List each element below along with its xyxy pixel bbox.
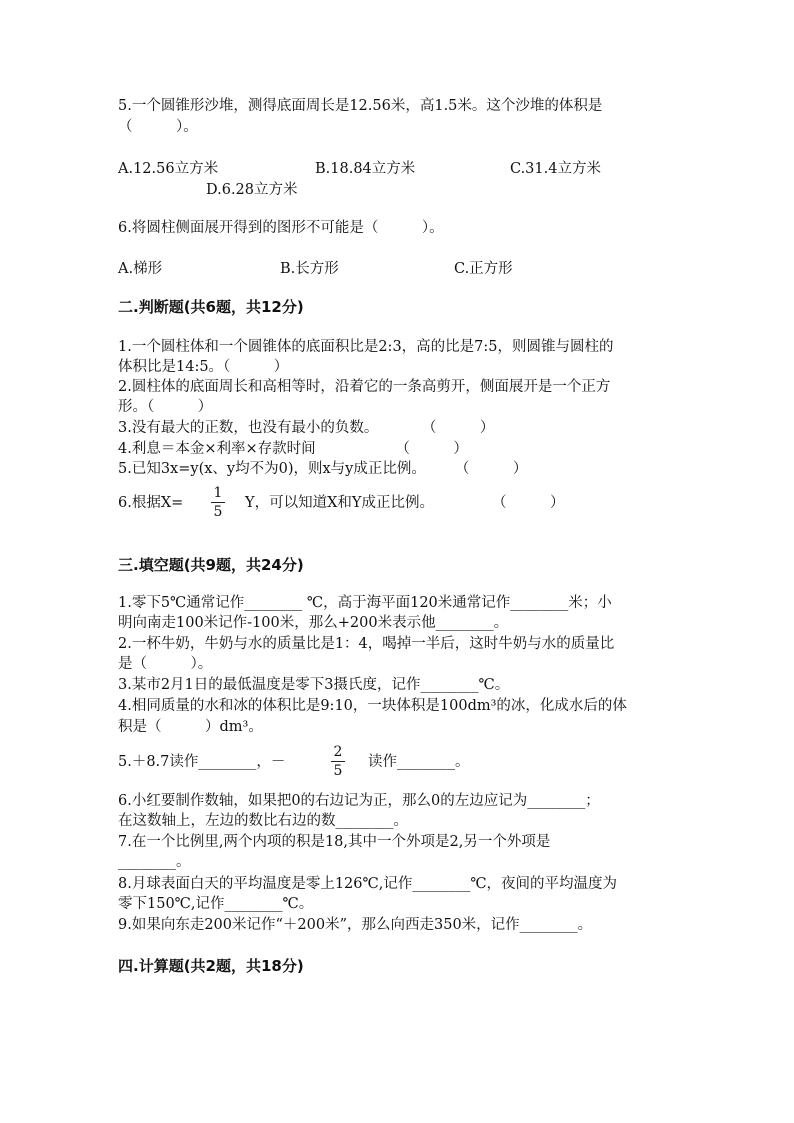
s3-line: 积是（ ）dm³。	[118, 719, 263, 735]
s3-line: 7.在一个比例里,两个内项的积是18,其中一个外项是2,另一个外项是	[118, 834, 551, 850]
s3-item5-prefix: 5.＋8.7读作________，－	[118, 754, 286, 770]
q5-option-a: A.12.56立方米	[118, 161, 219, 177]
s2-line: 5.已知3x=y(x、y均不为0)，则x与y成正比例。 （ ）	[118, 461, 528, 477]
q5-option-b: B.18.84立方米	[315, 161, 416, 177]
fraction-bar	[211, 502, 225, 503]
s3-line: 2.一杯牛奶，牛奶与水的质量比是1：4，喝掉一半后，这时牛奶与水的质量比	[118, 636, 615, 652]
s2-line: 2.圆柱体的底面周长和高相等时，沿着它的一条高剪开，侧面展开是一个正方	[118, 379, 611, 395]
s2-item6-prefix: 6.根据X=	[118, 495, 184, 511]
s3-line: 1.零下5℃通常记作________ ℃，高于海平面120米通常记作________米；小	[118, 595, 612, 611]
q5-text-line1: 5.一个圆锥形沙堆，测得底面周长是12.56米，高1.5米。这个沙堆的体积是	[118, 98, 603, 114]
fraction-numerator: 2	[333, 744, 343, 760]
fraction-denominator: 5	[333, 763, 343, 779]
s2-item6-fraction	[211, 485, 225, 520]
s3-line: 零下150℃,记作________℃。	[118, 896, 314, 912]
q5-option-d: D.6.28立方米	[206, 182, 298, 198]
s2-item6-suffix: Y，可以知道X和Y成正比例。 （ ）	[245, 495, 565, 511]
s2-line: 4.利息＝本金×利率×存款时间 （ ）	[118, 441, 468, 457]
s3-item5-suffix: 读作________。	[368, 754, 470, 770]
s3-line: ________。	[118, 854, 191, 870]
s3-item5-fraction	[331, 744, 345, 779]
s3-line: 在这数轴上，左边的数比右边的数________。	[118, 813, 408, 829]
q6-option-a: A.梯形	[118, 261, 163, 277]
s3-line: 6.小红要制作数轴，如果把0的右边记为正，那么0的左边应记为________；	[118, 793, 600, 809]
s3-line: 9.如果向东走200米记作“＋200米”，那么向西走350米，记作________。	[118, 917, 593, 933]
section3-heading: 三.填空题(共9题，共24分)	[118, 556, 304, 574]
s2-line: 形。（ ）	[118, 399, 213, 415]
q6-option-b: B.长方形	[280, 261, 339, 277]
q5-text-line2: （ ）。	[118, 119, 198, 135]
q6-option-c: C.正方形	[454, 261, 513, 277]
q5-option-c: C.31.4立方米	[510, 161, 601, 177]
fraction-bar	[331, 761, 345, 762]
s3-line: 3.某市2月1日的最低温度是零下3摄氏度，记作________℃。	[118, 677, 510, 693]
s2-line: 体积比是14:5。（ ）	[118, 359, 289, 375]
s3-line: 是（ ）。	[118, 656, 213, 672]
section4-heading: 四.计算题(共2题，共18分)	[118, 957, 304, 975]
s3-line: 明向南走100米记作-100米，那么+200米表示他________。	[118, 615, 509, 631]
s3-line: 8.月球表面白天的平均温度是零上126℃,记作________℃，夜间的平均温度为	[118, 876, 618, 892]
fraction-denominator: 5	[213, 504, 223, 520]
fraction-numerator: 1	[213, 485, 223, 501]
s3-line: 4.相同质量的水和冰的体积比是9:10，一块体积是100dm³的冰，化成水后的体	[118, 698, 627, 714]
q6-text: 6.将圆柱侧面展开得到的图形不可能是（ ）。	[118, 220, 444, 236]
section2-heading: 二.判断题(共6题，共12分)	[118, 298, 304, 316]
s2-line: 3.没有最大的正数，也没有最小的负数。 （ ）	[118, 420, 495, 436]
s2-line: 1.一个圆柱体和一个圆锥体的底面积比是2:3，高的比是7:5，则圆锥与圆柱的	[118, 339, 614, 355]
